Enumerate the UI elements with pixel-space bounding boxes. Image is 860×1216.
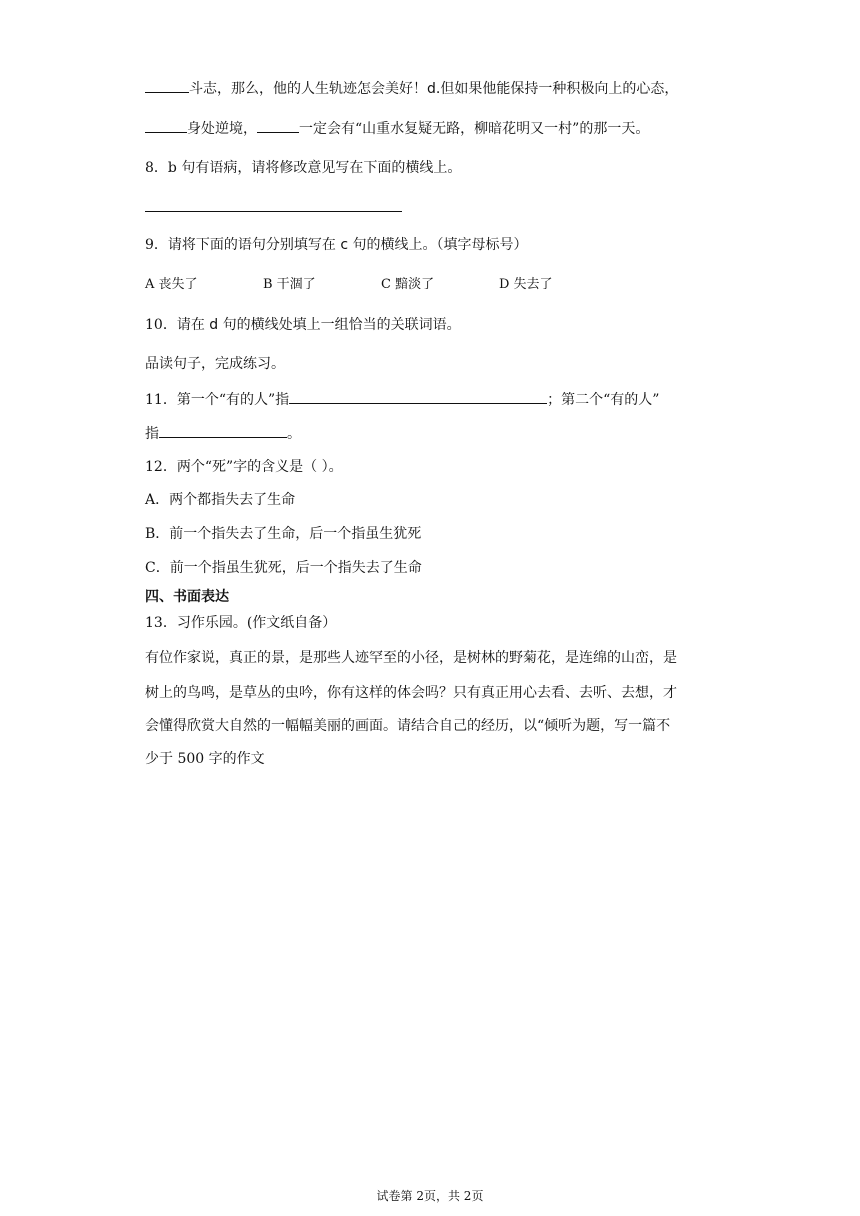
question-9-text: 句的横线上。（填字母标号） [348, 237, 528, 253]
essay-prompt-line: 树上的鸟鸣，是草丛的虫吟，你有这样的体会吗？只有真正用心去看、去听、去想，才 [145, 685, 677, 701]
passage-text: 身处逆境， [187, 121, 257, 137]
question-9-options [145, 275, 617, 295]
sentence-marker-d: d [427, 81, 436, 97]
question-11-line-1 [145, 389, 659, 410]
option-c[interactable]: C．前一个指虽生犹死，后一个指失去了生命 [145, 560, 422, 576]
passage-line-1 [145, 78, 678, 99]
question-11-line-2 [145, 423, 301, 444]
fill-blank[interactable] [145, 118, 187, 133]
answer-blank-2[interactable] [159, 423, 287, 438]
page-footer: 试卷第 2页，共 2页 [376, 1189, 484, 1203]
passage-text: .但如果他能保持一种积极向上的心态， [435, 81, 679, 97]
question-10-text: 10．请在 [145, 317, 210, 333]
option-d: D 失去了 [499, 277, 553, 292]
question-11-text: 。 [287, 426, 301, 442]
question-10 [145, 315, 461, 335]
question-13-title: 13．习作乐园。(作文纸自备） [145, 615, 337, 631]
question-11-text: ；第二个“有的人” [547, 392, 660, 408]
answer-blank-1[interactable] [289, 389, 547, 404]
question-9 [145, 235, 528, 255]
question-12: 12．两个“死”字的含义是（ ）。 [145, 459, 343, 475]
essay-prompt-line: 少于 500 字的作文 [145, 751, 265, 767]
section-title: 四、书面表达 [145, 589, 229, 605]
sentence-marker-c: c [340, 237, 349, 253]
passage-line-2 [145, 118, 649, 139]
option-a[interactable]: A．两个都指失去了生命 [145, 492, 296, 508]
sentence-marker-d: d [209, 317, 219, 333]
option-c: C 黯淡了 [381, 277, 435, 292]
reading-intro: 品读句子，完成练习。 [145, 356, 285, 372]
passage-text: 斗志，那么，他的人生轨迹怎会美好！ [189, 81, 427, 97]
answer-line-q8[interactable] [145, 211, 402, 212]
question-11-text: 指 [145, 426, 159, 442]
question-8: 8．b 句有语病，请将修改意见写在下面的横线上。 [145, 160, 462, 176]
fill-blank[interactable] [257, 118, 299, 133]
question-11-text: 11．第一个“有的人”指 [145, 392, 290, 408]
option-b: B 干涸了 [263, 277, 316, 292]
question-9-text: 9．请将下面的语句分别填写在 [145, 237, 341, 253]
essay-prompt-line: 会懂得欣赏大自然的一幅幅美丽的画面。请结合自己的经历，以“倾听为题，写一篇不 [145, 718, 671, 734]
option-b[interactable]: B．前一个指失去了生命，后一个指虽生犹死 [145, 526, 422, 542]
passage-text: 一定会有“山重水复疑无路，柳暗花明又一村”的那一天。 [299, 121, 650, 137]
question-10-text: 句的横线处填上一组恰当的关联词语。 [218, 317, 461, 333]
essay-prompt-line: 有位作家说，真正的景，是那些人迹罕至的小径，是树林的野菊花，是连绵的山峦，是 [145, 650, 677, 666]
fill-blank[interactable] [145, 78, 189, 93]
option-a: A 丧失了 [145, 277, 198, 292]
